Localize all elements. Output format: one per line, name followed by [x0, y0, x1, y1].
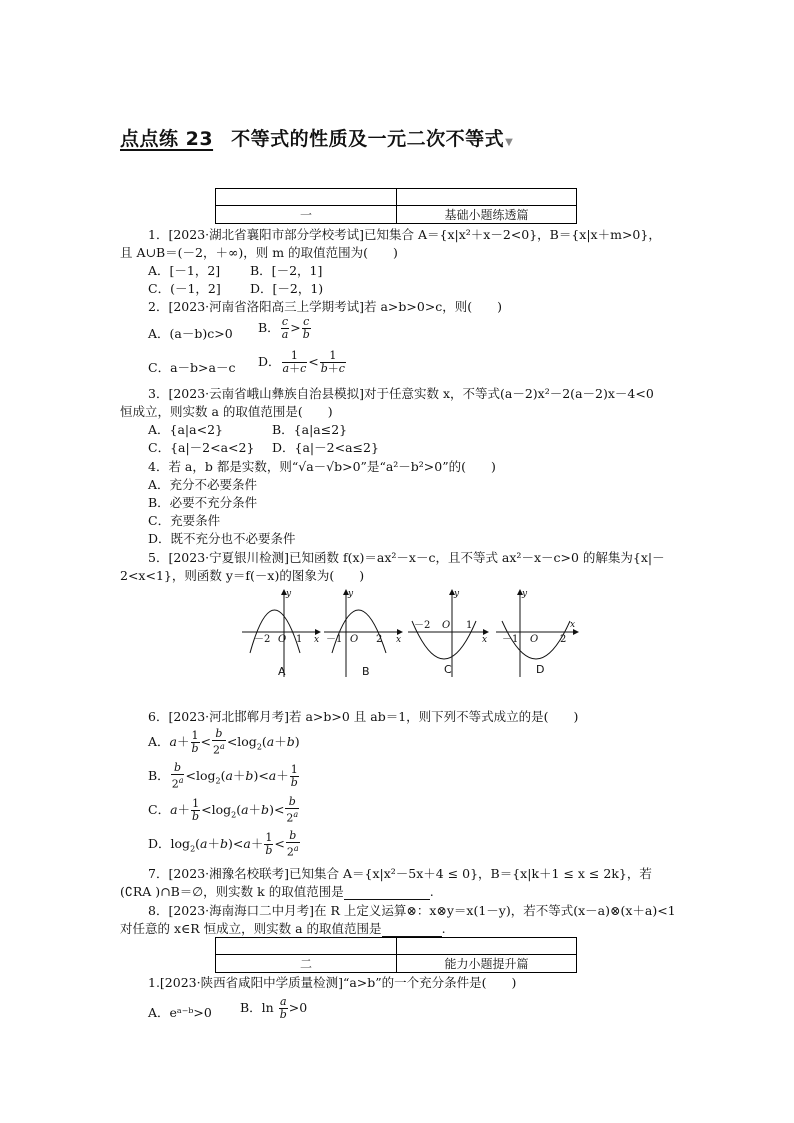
svg-text:－1: －1: [326, 634, 343, 645]
question-5-graphs: [240, 587, 580, 682]
svg-text:y: y: [454, 589, 460, 599]
section-label: 能力小题提升篇: [397, 955, 577, 973]
question-6-option-c: C．a＋ $\frac{1}{b}$ $<\log_2(a+b)<$ $\frac{b}{2^a}$: [148, 795, 299, 825]
graph-options-figure: [240, 587, 580, 682]
question-2-option-b: B． $\frac{c}{a}$ > $\frac{c}{b}$: [258, 315, 310, 341]
section-number: 一: [216, 206, 397, 224]
advanced-question-1-option-a: A．eᵃ⁻ᵇ>0: [148, 1005, 212, 1020]
question-1-option-a: A．[－1，2]: [148, 263, 221, 278]
question-3-option-b: B．{a|a≤2}: [272, 422, 348, 437]
question-1-stem-cont: 且 A∪B＝(－2，＋∞)，则 m 的取值范围为( ): [120, 245, 398, 260]
question-7-stem-cont: (∁RA )∩B＝∅，则实数 k 的取值范围是 .: [120, 884, 434, 899]
section-number: 二: [216, 955, 397, 973]
svg-text:－2: －2: [414, 620, 431, 631]
question-5-stem-cont: 2<x<1}，则函数 y＝f(－x)的图象为( ): [120, 568, 365, 583]
svg-text:x: x: [570, 620, 576, 630]
question-6-option-b: B． $\frac{b}{2^a}$ $<\log_2(a+b)<a+$ $\frac{1}{b}$: [148, 761, 298, 791]
question-1-stem: 1．[2023·湖北省襄阳市部分学校考试]已知集合 A＝{x|x²＋x－2<0}，B＝{x|x＋m>0}，: [148, 227, 661, 242]
svg-text:－2: －2: [254, 634, 271, 645]
svg-text:x: x: [482, 635, 488, 645]
svg-text:1: 1: [466, 620, 473, 631]
svg-text:O: O: [278, 634, 287, 645]
question-4-stem: 4．若 a，b 都是实数，则“√a－√b>0”是“a²－b²>0”的( ): [148, 459, 496, 474]
question-3-option-d: D．{a|－2<a≤2}: [272, 440, 379, 455]
dropdown-triangle-icon: ▼: [505, 137, 514, 148]
question-3-stem-cont: 恒成立，则实数 a 的取值范围是( ): [120, 404, 333, 419]
question-4-option-d: D．既不充分也不必要条件: [148, 531, 296, 546]
advanced-question-1-option-b: B．ln $\frac{a}{b}$ >0: [240, 995, 308, 1021]
lesson-title: 不等式的性质及一元二次不等式: [231, 128, 505, 150]
question-1-option-b: B．[－2，1]: [250, 263, 323, 278]
question-2-option-d: D． $\frac{1}{a+c}$ < $\frac{1}{b+c}$: [258, 349, 345, 375]
section-header-advanced: [215, 937, 577, 973]
svg-text:y: y: [522, 589, 528, 599]
svg-text:O: O: [442, 620, 451, 631]
question-5-stem: 5．[2023·宁夏银川检测]已知函数 f(x)＝ax²－x－c，且不等式 ax²－x－c>0 的解集为{x|－: [148, 550, 665, 565]
svg-text:y: y: [348, 589, 354, 599]
question-2-option-a: A．(a－b)c>0: [148, 326, 233, 341]
graph-label-b: B: [362, 665, 370, 678]
graph-label-c: C: [444, 663, 452, 676]
svg-text:2: 2: [376, 634, 383, 645]
advanced-question-1-stem: 1.[2023·陕西省咸阳中学质量检测]“a>b”的一个充分条件是( ): [148, 975, 517, 990]
question-4-option-a: A．充分不必要条件: [148, 477, 258, 492]
svg-text:x: x: [314, 635, 320, 645]
question-3-stem: 3．[2023·云南省峨山彝族自治县模拟]对于任意实数 x，不等式(a－2)x²－2(a－2)x－4<0: [148, 386, 654, 401]
question-6-stem: 6．[2023·河北邯郸月考]若 a>b>0 且 ab＝1，则下列不等式成立的是( ): [148, 709, 579, 724]
svg-text:1: 1: [296, 634, 303, 645]
graph-a: [242, 589, 320, 677]
svg-text:2: 2: [560, 634, 567, 645]
question-4-option-c: C．充要条件: [148, 513, 221, 528]
graph-label-d: D: [536, 663, 545, 676]
page-title: [120, 124, 513, 151]
question-8-stem-cont: 对任意的 x∈R 恒成立，则实数 a 的取值范围是 .: [120, 921, 446, 936]
svg-text:x: x: [396, 635, 402, 645]
question-4-option-b: B．必要不充分条件: [148, 495, 258, 510]
svg-text:y: y: [286, 589, 292, 599]
question-6-option-a: A．a＋ $\frac{1}{b}$ < $\frac{b}{2^a}$ $<\log_2(a+b)$: [148, 727, 300, 757]
question-6-option-d: D．$\log_2(a+b)<a+$ $\frac{1}{b}$ < $\frac{b}{2^a}$: [148, 829, 299, 859]
question-2-option-c: C．a－b>a－c: [148, 360, 236, 375]
question-3-option-a: A．{a|a<2}: [148, 422, 223, 437]
question-8-stem: 8．[2023·海南海口二中月考]在 R 上定义运算⊗：x⊗y＝x(1－y)，若不等式(x－a)⊗(x＋a)<1: [148, 903, 676, 918]
graph-label-a: A: [278, 665, 286, 678]
question-2-stem: 2．[2023·河南省洛阳高三上学期考试]若 a>b>0>c，则( ): [148, 299, 503, 314]
question-1-option-c: C．(－1，2]: [148, 281, 221, 296]
section-header-basic: [215, 188, 577, 224]
svg-text:O: O: [530, 634, 539, 645]
question-7-stem: 7．[2023·湘豫名校联考]已知集合 A＝{x|x²－5x＋4 ≤ 0}，B＝{x|k＋1 ≤ x ≤ 2k}，若: [148, 866, 652, 881]
svg-text:O: O: [350, 634, 359, 645]
lesson-number: 点点练 23: [120, 128, 214, 150]
graph-b: [324, 589, 402, 677]
question-3-option-c: C．{a|－2<a<2}: [148, 440, 255, 455]
section-label: 基础小题练透篇: [397, 206, 577, 224]
svg-text:－1: －1: [502, 634, 519, 645]
question-1-option-d: D．[－2，1): [250, 281, 324, 296]
